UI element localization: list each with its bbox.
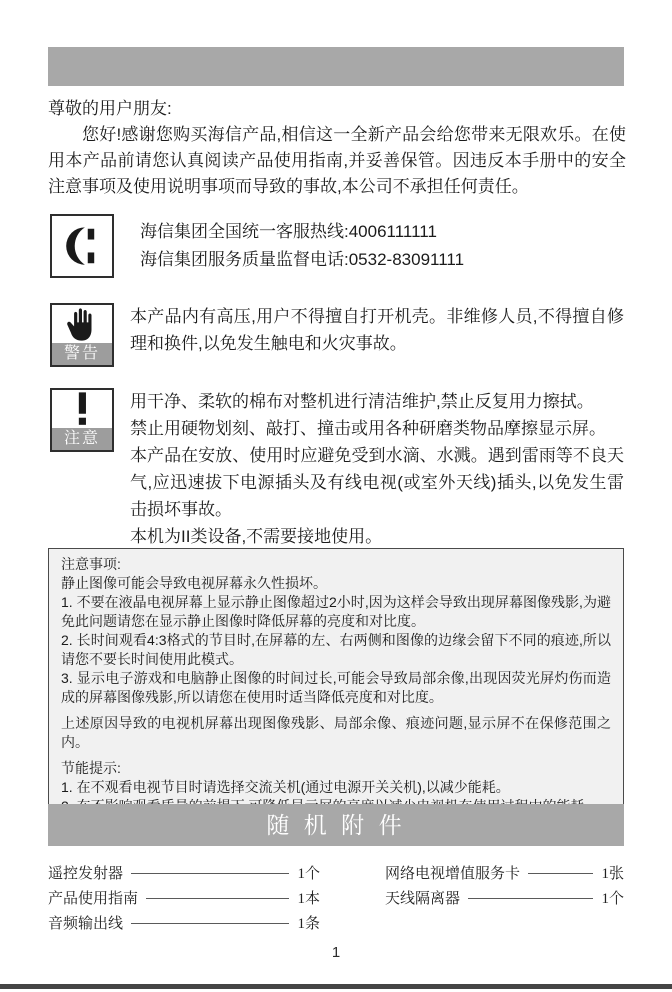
accessory-quantity: 1张 bbox=[601, 866, 624, 882]
caution-text bbox=[130, 388, 624, 550]
energy-item-1: 1. 在不观看电视节目时请选择交流关机(通过电源开关关机),以减少能耗。 bbox=[61, 779, 510, 795]
warning-section bbox=[50, 303, 624, 367]
accessory-leader-line bbox=[468, 898, 593, 899]
accessory-name: 遥控发射器 bbox=[48, 866, 124, 882]
notice-title: 注意事项: bbox=[61, 556, 121, 572]
exclamation-icon bbox=[52, 390, 112, 428]
phone-icon bbox=[59, 221, 105, 271]
accessory-name: 网络电视增值服务卡 bbox=[385, 866, 521, 882]
accessory-leader-line bbox=[131, 923, 289, 924]
accessory-item bbox=[48, 910, 320, 935]
notice-item-2: 2. 长时间观看4:3格式的节目时,在屏幕的左、右两侧和图像的边缘会留下不同的痕迹,所以请您不要长时间使用此模式。 bbox=[61, 632, 611, 667]
notice-item-1: 1. 不要在液晶电视屏幕上显示静止图像超过2小时,因为这样会导致出现屏幕图像残影,为避免此问题请您在显示静止图像时降低屏幕的亮度和对比度。 bbox=[61, 594, 611, 629]
accessory-leader-line bbox=[528, 873, 593, 874]
accessory-item bbox=[385, 860, 624, 885]
hotline-text bbox=[140, 218, 464, 274]
accessory-leader-line bbox=[146, 898, 289, 899]
accessory-leader-line bbox=[131, 873, 289, 874]
accessory-quantity: 1个 bbox=[601, 891, 624, 907]
accessories-column-right bbox=[385, 860, 624, 910]
class-ii-note: 本机为II类设备,不需要接地使用。 bbox=[130, 527, 383, 546]
hotline-section bbox=[50, 214, 624, 278]
accessory-quantity: 1本 bbox=[297, 891, 320, 907]
warranty-note: 上述原因导致的电视机屏幕出现图像残影、局部余像、痕迹问题,显示屏不在保修范围之内。 bbox=[61, 715, 611, 750]
warning-text bbox=[130, 303, 624, 357]
stop-hand-icon bbox=[52, 305, 112, 343]
accessories-title-bar bbox=[48, 804, 624, 846]
greeting-body: 您好!感谢您购买海信产品,相信这一全新产品会给您带来无限欢乐。在使用本产品前请您认真阅读产品使用指南,并妥善保管。因违反本手册中的安全注意事项及使用说明事项而导致的事故,本公司不承担任何责任。 bbox=[48, 125, 626, 196]
accessory-name: 产品使用指南 bbox=[48, 891, 139, 907]
caution-section bbox=[50, 388, 624, 550]
greeting-salutation: 尊敬的用户朋友: bbox=[48, 99, 172, 118]
hotline-line-national: 海信集团全国统一客服热线:4006111111 bbox=[140, 222, 437, 241]
accessory-name: 音频输出线 bbox=[48, 916, 124, 932]
accessory-item bbox=[385, 885, 624, 910]
caution-paragraph-3: 本产品在安放、使用时应避免受到水滴、水溅。遇到雷雨等不良天气,应迅速拔下电源插头及有线电视(或室外天线)插头,以免发生雷击损坏事故。 bbox=[130, 446, 624, 519]
accessories-title: 随 机 附 件 bbox=[266, 812, 406, 838]
accessory-item bbox=[48, 885, 320, 910]
accessories-column-left bbox=[48, 860, 320, 935]
caution-label: 注意 bbox=[52, 428, 112, 450]
phone-icon-box bbox=[50, 214, 114, 278]
hotline-line-quality: 海信集团服务质量监督电话:0532-83091111 bbox=[140, 250, 465, 269]
accessory-item bbox=[48, 860, 320, 885]
footer-bar bbox=[0, 984, 672, 989]
header-bar bbox=[48, 47, 624, 86]
caution-paragraph-2: 禁止用硬物划刻、敲打、撞击或用各种研磨类物品摩擦显示屏。 bbox=[130, 419, 606, 438]
warning-label: 警告 bbox=[52, 343, 112, 365]
energy-title: 节能提示: bbox=[61, 760, 121, 776]
page-number: 1 bbox=[331, 944, 341, 961]
notice-box bbox=[48, 548, 624, 825]
notice-item-3: 3. 显示电子游戏和电脑静止图像的时间过长,可能会导致局部余像,出现因荧光屏灼伤而造成的屏幕图像残影,所以请您在使用时适当降低亮度和对比度。 bbox=[61, 670, 611, 705]
accessory-name: 天线隔离器 bbox=[385, 891, 461, 907]
accessory-quantity: 1个 bbox=[297, 866, 320, 882]
greeting-section bbox=[48, 96, 626, 200]
caution-sign-box bbox=[50, 388, 114, 452]
warning-paragraph: 本产品内有高压,用户不得擅自打开机壳。非维修人员,不得擅自修理和换件,以免发生触电和火灾事故。 bbox=[130, 307, 624, 353]
warning-sign-box bbox=[50, 303, 114, 367]
notice-intro: 静止图像可能会导致电视屏幕永久性损坏。 bbox=[61, 575, 327, 591]
accessory-quantity: 1条 bbox=[297, 916, 320, 932]
caution-paragraph-1: 用干净、柔软的棉布对整机进行清洁维护,禁止反复用力擦拭。 bbox=[130, 392, 594, 411]
